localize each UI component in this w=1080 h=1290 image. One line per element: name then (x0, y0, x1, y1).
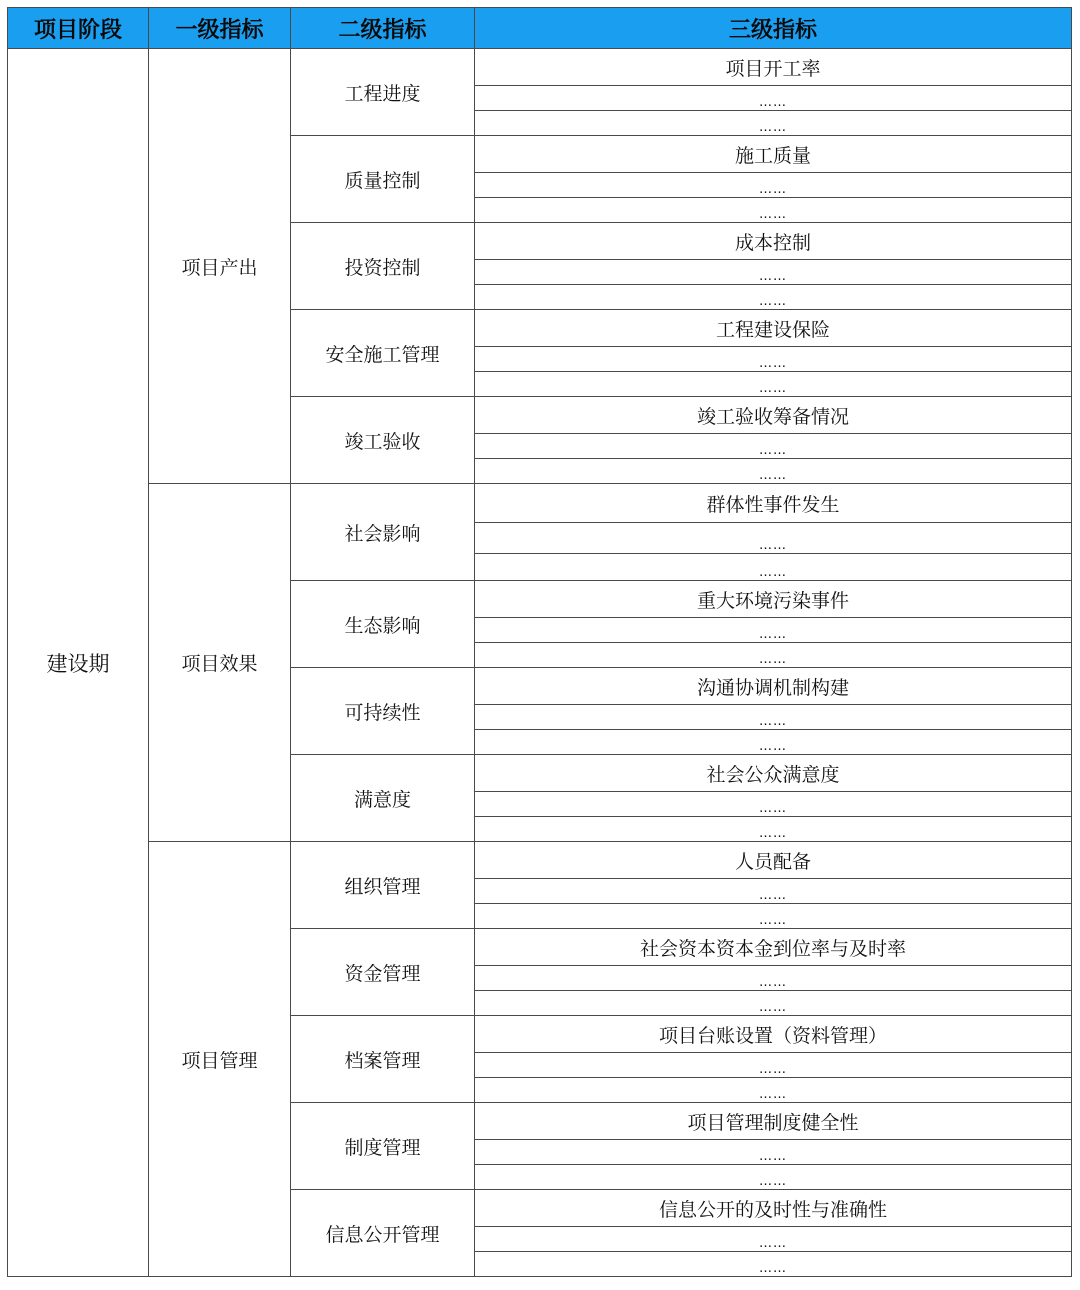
level3-filler: …… (475, 86, 1072, 111)
level3-cell: 重大环境污染事件 (475, 581, 1072, 618)
level3-filler: …… (475, 904, 1072, 929)
level3-filler: …… (475, 1078, 1072, 1103)
level3-filler: …… (475, 730, 1072, 755)
level1-cell: 项目效果 (149, 484, 291, 842)
level3-cell: 人员配备 (475, 842, 1072, 879)
level2-cell: 投资控制 (291, 223, 475, 310)
level3-filler: …… (475, 523, 1072, 554)
level2-cell: 可持续性 (291, 668, 475, 755)
level3-filler: …… (475, 991, 1072, 1016)
level3-cell: 社会公众满意度 (475, 755, 1072, 792)
level3-cell: 工程建设保险 (475, 310, 1072, 347)
header-level1: 一级指标 (149, 8, 291, 49)
level3-filler: …… (475, 285, 1072, 310)
level3-filler: …… (475, 372, 1072, 397)
table-row (8, 484, 1072, 523)
level3-filler: …… (475, 260, 1072, 285)
level3-filler: …… (475, 459, 1072, 484)
level3-cell: 信息公开的及时性与准确性 (475, 1190, 1072, 1227)
header-level2: 二级指标 (291, 8, 475, 49)
level3-filler: …… (475, 1140, 1072, 1165)
level2-cell: 安全施工管理 (291, 310, 475, 397)
level3-cell: 竣工验收筹备情况 (475, 397, 1072, 434)
level3-filler: …… (475, 879, 1072, 904)
level3-filler: …… (475, 1227, 1072, 1252)
level3-filler: …… (475, 966, 1072, 991)
level3-filler: …… (475, 618, 1072, 643)
header-row (8, 8, 1072, 49)
header-level3: 三级指标 (475, 8, 1072, 49)
level3-filler: …… (475, 817, 1072, 842)
level3-filler: …… (475, 198, 1072, 223)
level3-filler: …… (475, 347, 1072, 372)
level3-cell: 项目台账设置（资料管理） (475, 1016, 1072, 1053)
level2-cell: 满意度 (291, 755, 475, 842)
level3-filler: …… (475, 792, 1072, 817)
level2-cell: 社会影响 (291, 484, 475, 581)
level3-filler: …… (475, 1165, 1072, 1190)
level2-cell: 竣工验收 (291, 397, 475, 484)
stage-cell: 建设期 (8, 49, 149, 1277)
level2-cell: 组织管理 (291, 842, 475, 929)
level3-filler: …… (475, 434, 1072, 459)
level3-cell: 施工质量 (475, 136, 1072, 173)
level1-cell: 项目管理 (149, 842, 291, 1277)
level3-filler: …… (475, 643, 1072, 668)
level3-cell: 沟通协调机制构建 (475, 668, 1072, 705)
level3-filler: …… (475, 173, 1072, 198)
level3-filler: …… (475, 111, 1072, 136)
level3-filler: …… (475, 1252, 1072, 1277)
header-stage: 项目阶段 (8, 8, 149, 49)
level3-cell: 社会资本资本金到位率与及时率 (475, 929, 1072, 966)
table-row (8, 49, 1072, 86)
level2-cell: 制度管理 (291, 1103, 475, 1190)
level3-filler: …… (475, 554, 1072, 581)
level3-filler: …… (475, 705, 1072, 730)
level2-cell: 生态影响 (291, 581, 475, 668)
level3-cell: 成本控制 (475, 223, 1072, 260)
table-row (8, 842, 1072, 879)
indicator-table (7, 7, 1072, 1277)
level2-cell: 质量控制 (291, 136, 475, 223)
level1-cell: 项目产出 (149, 49, 291, 484)
level3-cell: 项目开工率 (475, 49, 1072, 86)
level2-cell: 工程进度 (291, 49, 475, 136)
level3-cell: 群体性事件发生 (475, 484, 1072, 523)
level3-cell: 项目管理制度健全性 (475, 1103, 1072, 1140)
level3-filler: …… (475, 1053, 1072, 1078)
level2-cell: 信息公开管理 (291, 1190, 475, 1277)
level2-cell: 资金管理 (291, 929, 475, 1016)
level2-cell: 档案管理 (291, 1016, 475, 1103)
